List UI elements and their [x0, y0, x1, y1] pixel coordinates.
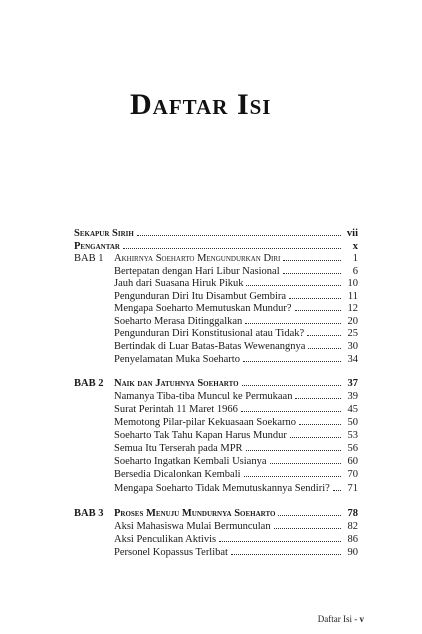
footer-page-number: v [359, 614, 364, 624]
toc-entry-label: Semua Itu Terserah pada MPR [114, 443, 243, 454]
toc-leader-dots [283, 264, 341, 274]
toc-front-entry[interactable] [74, 226, 358, 240]
toc-chapter-entry[interactable] [74, 506, 358, 520]
toc-entry-label: Proses Menuju Mundurnya Soeharto [114, 508, 276, 519]
toc-leader-dots [289, 289, 341, 299]
toc-page-number: 37 [347, 378, 358, 389]
toc-entry-label: Pengunduran Diri Konstitusional atau Tidak? [114, 328, 305, 339]
toc-entry-label: Bertepatan dengan Hari Libur Nasional [114, 266, 280, 277]
toc-page-number: 82 [347, 521, 358, 532]
toc-section-entry[interactable] [74, 301, 358, 315]
toc-leader-dots [333, 481, 341, 491]
toc-entry-label: Bertindak di Luar Batas-Batas Wewenangnya [114, 341, 306, 352]
toc-leader-dots [295, 301, 341, 311]
toc-leader-dots [307, 326, 341, 336]
toc-leader-dots [295, 389, 341, 399]
page-footer [318, 614, 364, 624]
page-title: Daftar Isi [130, 88, 272, 121]
toc-entry-label: Soeharto Merasa Ditinggalkan [114, 316, 243, 327]
toc-section-entry[interactable] [74, 352, 358, 366]
toc-page-number: 60 [347, 456, 358, 467]
toc-leader-dots [242, 376, 341, 386]
toc-leader-dots [231, 545, 341, 555]
toc-chapter-number: BAB 1 [74, 253, 104, 264]
toc-leader-dots [241, 402, 341, 412]
toc-leader-dots [219, 532, 341, 542]
toc-entry-label: Aksi Penculikan Aktivis [114, 534, 217, 545]
toc-entry-label: Penyelamatan Muka Soeharto [114, 354, 240, 365]
toc-page-number: 56 [347, 443, 358, 454]
toc-chapter-entry[interactable] [74, 251, 358, 265]
toc-page-number: 71 [347, 483, 358, 494]
toc-section-entry[interactable] [74, 481, 358, 495]
toc-page-number: 6 [352, 266, 358, 277]
toc-entry-label: Pengunduran Diri Itu Disambut Gembira [114, 291, 287, 302]
toc-chapter-entry[interactable] [74, 376, 358, 390]
toc-entry-label: Namanya Tiba-tiba Muncul ke Permukaan [114, 391, 293, 402]
toc-section-entry[interactable] [74, 441, 358, 455]
toc-entry-label: Memotong Pilar-pilar Kekuasaan Soekarno [114, 417, 297, 428]
toc-entry-label: Soeharto Tak Tahu Kapan Harus Mundur [114, 430, 287, 441]
toc-page-number: 90 [347, 547, 358, 558]
toc-section-entry[interactable] [74, 402, 358, 416]
toc-page-number: 78 [347, 508, 358, 519]
toc-section-entry[interactable] [74, 415, 358, 429]
toc-entry-label: Soeharto Ingatkan Kembali Usianya [114, 456, 267, 467]
toc-section-entry[interactable] [74, 276, 358, 290]
toc-leader-dots [283, 251, 341, 261]
toc-section-entry[interactable] [74, 339, 358, 353]
toc-entry-label: Mengapa Soeharto Tidak Memutuskannya Sendiri? [114, 483, 330, 494]
toc-leader-dots [245, 314, 341, 324]
toc-page-number: 12 [347, 303, 358, 314]
toc-page-number: 25 [347, 328, 358, 339]
toc-leader-dots [299, 415, 341, 425]
toc-section-entry[interactable] [74, 428, 358, 442]
toc-page-number: 45 [347, 404, 358, 415]
toc-leader-dots [270, 454, 342, 464]
toc-page-number: 10 [347, 278, 358, 289]
toc-entry-label: Jauh dari Suasana Hiruk Pikuk [114, 278, 244, 289]
toc-chapter-number: BAB 3 [74, 508, 104, 519]
toc-page-number: 30 [347, 341, 358, 352]
toc-entry-label: Naik dan Jatuhnya Soeharto [114, 378, 239, 389]
toc-section-entry[interactable] [74, 532, 358, 546]
toc-leader-dots [274, 519, 341, 529]
toc-entry-label: Mengapa Soeharto Memutuskan Mundur? [114, 303, 292, 314]
toc-entry-label: Pengantar [74, 241, 120, 252]
toc-section-entry[interactable] [74, 389, 358, 403]
toc-leader-dots [308, 339, 341, 349]
toc-page-number: 11 [347, 291, 358, 302]
toc-entry-label: Akhirnya Soeharto Mengundurkan Diri [114, 253, 281, 264]
toc-leader-dots [246, 441, 341, 451]
toc-page-number: x [352, 241, 358, 252]
toc-leader-dots [290, 428, 341, 438]
toc-section-entry[interactable] [74, 454, 358, 468]
toc-section-entry[interactable] [74, 326, 358, 340]
toc-entry-label: Personel Kopassus Terlibat [114, 547, 228, 558]
toc-entry-label: Bersedia Dicalonkan Kembali [114, 469, 241, 480]
toc-page-number: 53 [347, 430, 358, 441]
toc-leader-dots [246, 276, 341, 286]
toc-leader-dots [137, 226, 341, 236]
toc-entry-label: Sekapur Sirih [74, 228, 134, 239]
toc-entry-label: Aksi Mahasiswa Mulai Bermunculan [114, 521, 271, 532]
toc-leader-dots [123, 239, 341, 249]
toc-section-entry[interactable] [74, 545, 358, 559]
toc-section-entry[interactable] [74, 467, 358, 481]
toc-page-number: vii [346, 228, 358, 239]
toc-page-number: 70 [347, 469, 358, 480]
toc-page-number: 34 [347, 354, 358, 365]
toc-page-number: 20 [347, 316, 358, 327]
toc-page-number: 1 [352, 253, 358, 264]
toc-section-entry[interactable] [74, 519, 358, 533]
footer-label: Daftar Isi - [317, 614, 358, 624]
toc-page-number: 39 [347, 391, 358, 402]
toc-page-number: 50 [347, 417, 358, 428]
toc-page-number: 86 [347, 534, 358, 545]
toc-entry-label: Surat Perintah 11 Maret 1966 [114, 404, 238, 415]
toc-leader-dots [244, 467, 341, 477]
toc-leader-dots [278, 506, 341, 516]
toc-chapter-number: BAB 2 [74, 378, 104, 389]
toc-leader-dots [243, 352, 341, 362]
